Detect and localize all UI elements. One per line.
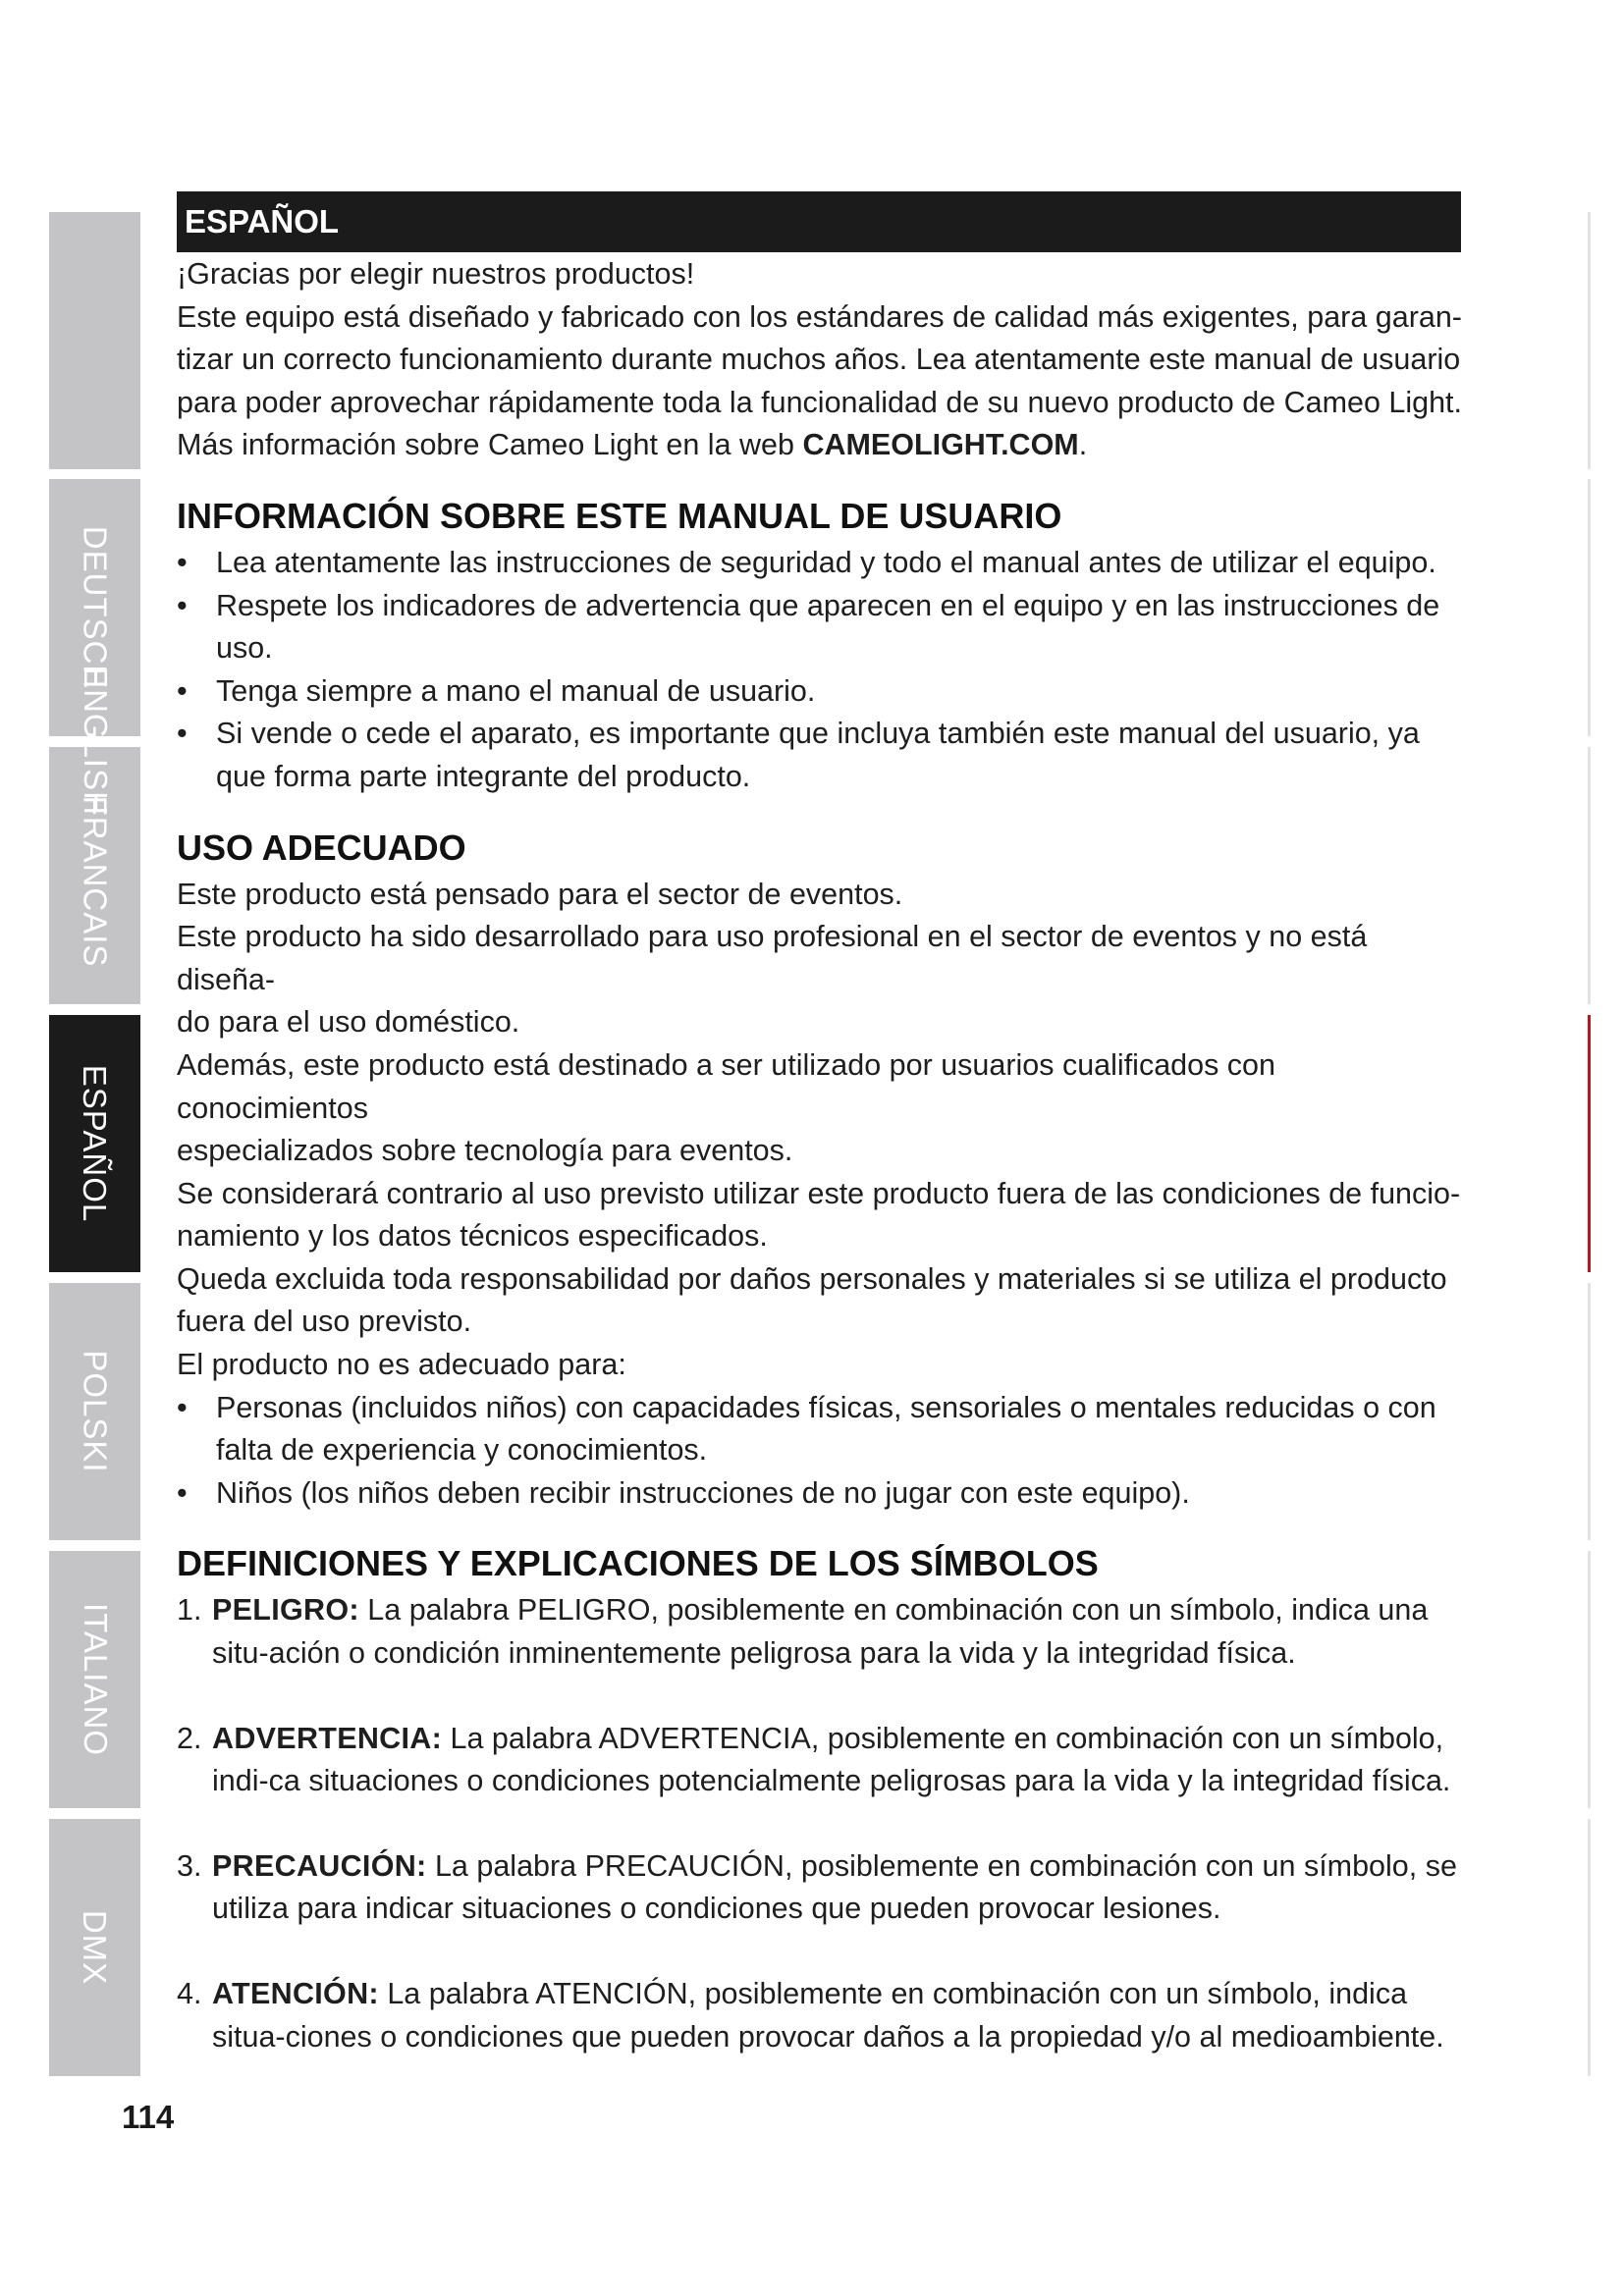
- page-number: 114: [122, 2099, 175, 2135]
- definition-item: [177, 1589, 1463, 1675]
- tab-label-francais: FRANCAIS: [77, 795, 114, 968]
- use-paragraph: El producto no es adecuado para:: [177, 1348, 626, 1382]
- tab-label-espanol: ESPAÑOL: [77, 1064, 114, 1223]
- use-paragraph: Este producto ha sido desarrollado para uso profesional en el sector de eventos y no está diseña-: [177, 920, 1368, 996]
- use-paragraph: Además, este producto está destinado a ser utilizado por usuarios cualificados con conocimientos: [177, 1047, 1275, 1125]
- definitions-list: [177, 1589, 1463, 2058]
- list-item: • Tenga siempre a mano el manual de usuario.: [177, 670, 1463, 714]
- tab-label-dmx: DMX: [77, 1909, 114, 1986]
- use-paragraph: Este producto está pensado para el sector de eventos.: [177, 877, 903, 911]
- margin-marker: [1588, 212, 1591, 469]
- definition-text: La palabra ATENCIÓN, posiblemente en combinación con un símbolo, indica situa-ciones o condiciones que pueden provocar daños a la propiedad y/o al medioambiente.: [212, 1977, 1444, 2054]
- list-item: • Niños (los niños deben recibir instrucciones de no jugar con este equipo).: [177, 1472, 1463, 1516]
- definition-term: PELIGRO:: [212, 1593, 359, 1628]
- tab-dmx[interactable]: [49, 1819, 140, 2076]
- definition-term: PRECAUCIÓN:: [212, 1848, 427, 1883]
- intro-website-line: [177, 424, 1463, 467]
- intro-website-suffix: .: [1078, 428, 1088, 462]
- margin-marker: [1588, 479, 1591, 736]
- list-item: • Si vende o cede el aparato, es importante que incluya también este manual del usuario, ya que forma parte integrante del producto.: [177, 713, 1463, 798]
- definition-number: 4.: [177, 1977, 202, 2010]
- definition-number: 1.: [177, 1593, 202, 1628]
- proper-use-heading: USO ADECUADO: [177, 827, 466, 868]
- definition-number: 2.: [177, 1721, 202, 1755]
- use-paragraph: namiento y los datos técnicos especificados.: [177, 1219, 768, 1254]
- intro-line: Este equipo está diseñado y fabricado con los estándares de calidad más exigentes, para garan-: [177, 299, 1462, 334]
- margin-marker: [1588, 1819, 1591, 2076]
- definition-text: La palabra PRECAUCIÓN, posiblemente en combinación con un símbolo, se utiliza para indicar situaciones o condiciones que pueden provocar lesiones.: [212, 1848, 1457, 1926]
- tab-english-francais[interactable]: [49, 667, 140, 1004]
- list-item: • Personas (incluidos niños) con capacidades físicas, sensoriales o mentales reducidas o con falta de experiencia y conocimientos.: [177, 1387, 1463, 1472]
- tab-label-deutsch: DEUTSCH: [77, 525, 114, 690]
- manual-info-heading: INFORMACIÓN SOBRE ESTE MANUAL DE USUARIO: [177, 495, 1062, 536]
- tab-label-italiano: ITALIANO: [77, 1603, 114, 1756]
- definition-text: La palabra ADVERTENCIA, posiblemente en combinación con un símbolo, indi-ca situaciones o condiciones potencialmente peligrosas para la vida y la integridad física.: [212, 1721, 1451, 1798]
- not-suitable-list: [177, 1387, 1463, 1516]
- definition-text: La palabra PELIGRO, posiblemente en combinación con un símbolo, indica una situ-ación o condición inminentemente peligrosa para la vida y la integridad física.: [212, 1593, 1429, 1671]
- use-paragraph: especializados sobre tecnología para eventos.: [177, 1134, 793, 1168]
- definition-item: [177, 1973, 1463, 2058]
- definition-number: 3.: [177, 1848, 202, 1883]
- definition-term: ATENCIÓN:: [212, 1977, 379, 2010]
- list-item: • Respete los indicadores de advertencia que aparecen en el equipo y en las instrucciones de uso.: [177, 585, 1463, 670]
- intro-website-prefix: Más información sobre Cameo Light en la web: [177, 428, 803, 462]
- use-paragraph: Queda excluida toda responsabilidad por daños personales y materiales si se utiliza el producto: [177, 1261, 1447, 1296]
- section-header-bar: [177, 191, 1461, 252]
- definition-item: [177, 1718, 1463, 1803]
- header-title: ESPAÑOL: [185, 203, 340, 240]
- margin-marker: [1588, 747, 1591, 1004]
- margin-marker-active: [1588, 1015, 1591, 1272]
- use-paragraph: fuera del uso previsto.: [177, 1305, 472, 1339]
- margin-marker: [1588, 1283, 1591, 1540]
- use-paragraph: Se considerará contrario al uso previsto utilizar este producto fuera de las condiciones de funcio-: [177, 1176, 1461, 1210]
- tab-italiano[interactable]: [49, 1551, 140, 1808]
- tab-label-english: ENGLISH: [77, 667, 114, 816]
- use-paragraph: do para el uso doméstico.: [177, 1005, 520, 1040]
- intro-line: para poder aprovechar rápidamente toda la funcionalidad de su nuevo producto de Cameo Light.: [177, 385, 1462, 419]
- intro-line: tizar un correcto funcionamiento durante muchos años. Lea atentamente este manual de usuario: [177, 343, 1461, 377]
- definition-item: [177, 1845, 1463, 1931]
- tab-blank: [49, 212, 140, 469]
- tab-espanol[interactable]: [49, 1015, 140, 1272]
- tab-label-polski: POLSKI: [77, 1350, 114, 1473]
- main-content: [177, 253, 1463, 2101]
- manual-info-list: [177, 542, 1463, 799]
- tab-polski[interactable]: [49, 1283, 140, 1540]
- margin-marker: [1588, 1551, 1591, 1808]
- list-item: • Lea atentamente las instrucciones de seguridad y todo el manual antes de utilizar el equipo.: [177, 542, 1463, 585]
- definition-term: ADVERTENCIA:: [212, 1721, 443, 1755]
- website-link[interactable]: CAMEOLIGHT.COM: [802, 428, 1079, 462]
- intro-thanks: ¡Gracias por elegir nuestros productos!: [177, 257, 695, 291]
- definitions-heading: DEFINICIONES Y EXPLICACIONES DE LOS SÍMBOLOS: [177, 1543, 1099, 1584]
